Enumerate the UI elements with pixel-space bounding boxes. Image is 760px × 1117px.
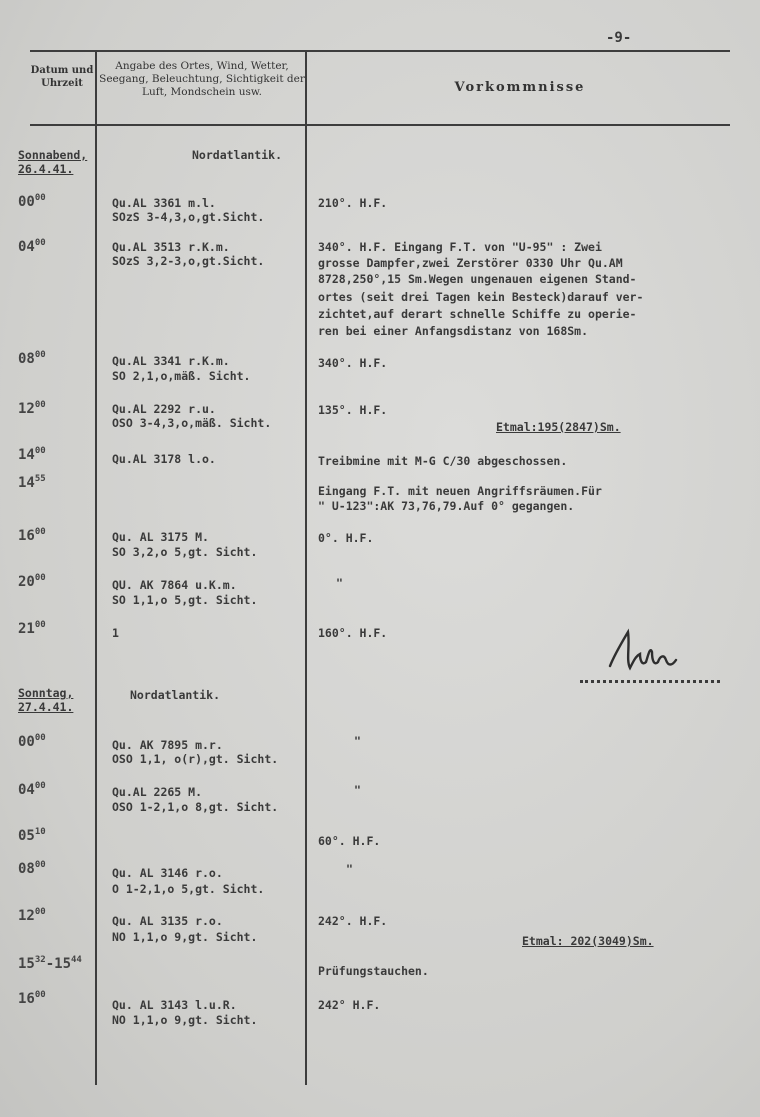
entry-event: 60°. H.F.: [318, 834, 381, 848]
entry-event: 135°. H.F.: [318, 403, 388, 417]
entry-weather: OSO 1,1, o(r),gt. Sicht.: [112, 752, 279, 766]
entry-position: 1: [112, 626, 119, 640]
entry-position: Qu. AL 3135 r.o.: [112, 914, 223, 928]
entry-time: $16^{00}$: [18, 527, 46, 544]
entry-time: $00^{00}$: [18, 193, 46, 210]
entry-weather: SO 3,2,o 5,gt. Sicht.: [112, 545, 258, 559]
entry-time: $00^{00}$: [18, 733, 46, 750]
entry-event: 340°. H.F.: [318, 356, 388, 370]
entry-event: 0°. H.F.: [318, 531, 374, 545]
entry-weather: SO 1,1,o 5,gt. Sicht.: [112, 593, 258, 607]
day2-location: Nordatlantik.: [130, 688, 221, 702]
entry-position: Qu.AL 3341 r.K.m.: [112, 354, 230, 368]
entry-weather: NO 1,1,o 9,gt. Sicht.: [112, 1013, 258, 1027]
entry-position: Qu.AL 3361 m.l.: [112, 196, 216, 210]
day2-date: Sonntag, 27.4.41.: [18, 686, 74, 714]
entry-event: ren bei einer Anfangsdistanz von 168Sm.: [318, 324, 589, 338]
entry-position: Qu.AL 3178 l.o.: [112, 452, 216, 466]
header-events: Vorkommnisse: [454, 80, 586, 95]
entry-event: grosse Dampfer,zwei Zerstörer 0330 Uhr Qu.AM: [318, 256, 623, 270]
entry-time: $20^{00}$: [18, 573, 46, 590]
day1-date: Sonnabend, 26.4.41.: [18, 148, 88, 176]
header-location-weather: Angabe des Ortes, Wind, Wetter, Seegang, Beleuchtung, Sichtigkeit der Luft, Mondschein usw.: [99, 60, 305, 98]
day1-location: Nordatlantik.: [192, 148, 283, 162]
header-rule: [30, 124, 730, 126]
entry-time: $12^{00}$: [18, 400, 46, 417]
page-number: -9-: [606, 30, 632, 46]
entry-etmal: Etmal:195(2847)Sm.: [496, 420, 621, 434]
entry-position: Qu.AL 2292 r.u.: [112, 402, 216, 416]
entry-time: $04^{00}$: [18, 238, 46, 255]
entry-time: $16^{00}$: [18, 990, 46, 1007]
entry-time: $15^{32}-15^{44}$: [18, 955, 82, 972]
entry-weather: SO 2,1,o,mäß. Sicht.: [112, 369, 251, 383]
entry-event: ": [336, 576, 343, 590]
entry-time: $08^{00}$: [18, 350, 46, 367]
entry-position: Qu. AL 3143 l.u.R.: [112, 998, 237, 1012]
entry-position: Qu.AL 2265 M.: [112, 785, 203, 799]
entry-position: Qu. AL 3146 r.o.: [112, 866, 223, 880]
entry-position: Qu.AL 3513 r.K.m.: [112, 240, 230, 254]
entry-event: 242°. H.F.: [318, 914, 388, 928]
entry-weather: NO 1,1,o 9,gt. Sicht.: [112, 930, 258, 944]
entry-event: 340°. H.F. Eingang F.T. von "U-95" : Zwei: [318, 240, 602, 254]
entry-event: ortes (seit drei Tagen kein Besteck)darauf ver-: [318, 290, 644, 304]
entry-weather: OSO 3-4,3,o,mäß. Sicht.: [112, 416, 272, 430]
entry-weather: OSO 1-2,1,o 8,gt. Sicht.: [112, 800, 279, 814]
entry-time: $21^{00}$: [18, 620, 46, 637]
entry-event: Prüfungstauchen.: [318, 964, 429, 978]
entry-event: Treibmine mit M-G C/30 abgeschossen.: [318, 454, 568, 468]
entry-time: $04^{00}$: [18, 781, 46, 798]
entry-weather: SOzS 3-4,3,o,gt.Sicht.: [112, 210, 265, 224]
entry-time: $12^{00}$: [18, 907, 46, 924]
signature-icon: [600, 626, 680, 682]
entry-time: $08^{00}$: [18, 860, 46, 877]
entry-event: 8728,250°,15 Sm.Wegen ungenauen eigenen Stand-: [318, 272, 637, 286]
entry-event: ": [346, 862, 353, 876]
signature-dotted-line: [580, 680, 720, 683]
entry-event: 210°. H.F.: [318, 196, 388, 210]
entry-position: QU. AK 7864 u.K.m.: [112, 578, 237, 592]
entry-event: ": [354, 734, 361, 748]
entry-time: $05^{10}$: [18, 827, 46, 844]
entry-etmal: Etmal: 202(3049)Sm.: [522, 934, 654, 948]
top-rule: [30, 50, 730, 52]
header-date-time: Datum und Uhrzeit: [30, 65, 94, 89]
entry-event: 242° H.F.: [318, 998, 381, 1012]
entry-event: 160°. H.F.: [318, 626, 388, 640]
entry-position: Qu. AK 7895 m.r.: [112, 738, 223, 752]
entry-time: $14^{00}$: [18, 446, 46, 463]
entry-weather: O 1-2,1,o 5,gt. Sicht.: [112, 882, 265, 896]
entry-event: ": [354, 783, 361, 797]
column-divider-1: [95, 50, 97, 1085]
entry-event: Eingang F.T. mit neuen Angriffsräumen.Für: [318, 484, 602, 498]
entry-event: " U-123":AK 73,76,79.Auf 0° gegangen.: [318, 499, 575, 513]
entry-event: zichtet,auf derart schnelle Schiffe zu operie-: [318, 307, 637, 321]
column-divider-2: [305, 50, 307, 1085]
entry-weather: SOzS 3,2-3,o,gt.Sicht.: [112, 254, 265, 268]
entry-time: $14^{55}$: [18, 474, 46, 491]
entry-position: Qu. AL 3175 M.: [112, 530, 209, 544]
